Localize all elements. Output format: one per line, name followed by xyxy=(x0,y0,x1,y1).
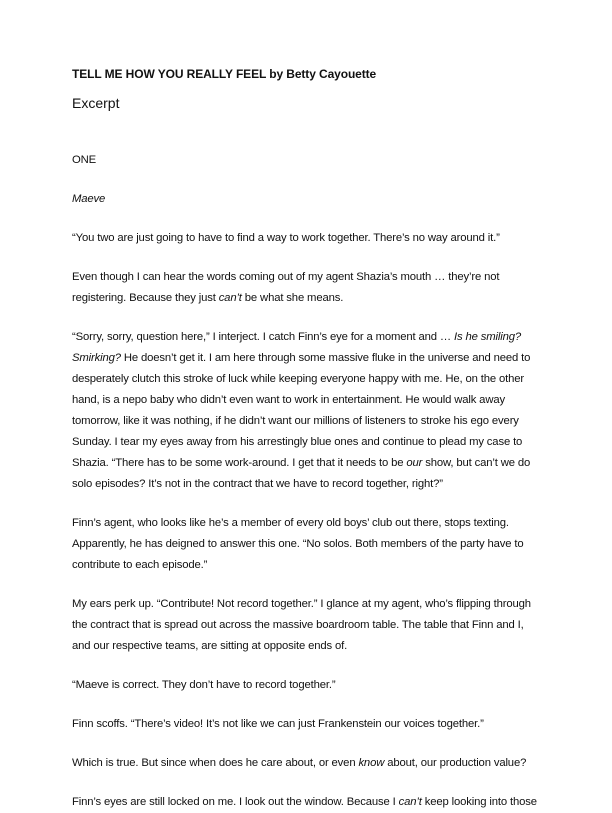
text-segment: Finn’s agent, who looks like he’s a member of every old boys’ club out there, stops texting. Apparently, he has deigned to answer this one. “No solos. Both members of the party have to contribute to each episode.” xyxy=(72,517,524,571)
text-segment: My ears perk up. “Contribute! Not record together.” I glance at my agent, who’s flipping through the contract that is spread out across the massive boardroom table. The table that Finn and I, and our respective teams, are sitting at opposite ends of. xyxy=(72,598,531,652)
chapter-heading: ONE xyxy=(72,154,97,166)
narrator-heading xyxy=(72,189,540,210)
document-subtitle: Excerpt xyxy=(72,95,120,111)
paragraph xyxy=(72,714,540,735)
italic-segment: Is he smiling? Smirking? xyxy=(72,331,521,364)
paragraph xyxy=(72,267,540,309)
paragraph xyxy=(72,228,540,249)
text-segment: “Maeve is correct. They don’t have to record together.” xyxy=(72,679,336,691)
italic-segment: our xyxy=(406,457,423,469)
paragraph xyxy=(72,327,540,495)
paragraph xyxy=(72,675,540,696)
paragraph xyxy=(72,753,540,774)
text-segment: Which is true. But since when does he care about, or even xyxy=(72,757,359,769)
italic-segment: can’t xyxy=(398,796,422,808)
paragraph xyxy=(72,792,540,813)
document-title: TELL ME HOW YOU REALLY FEEL by Betty Cayouette xyxy=(72,67,377,81)
text-segment: Finn scoffs. “There’s video! It’s not like we can just Frankenstein our voices together.” xyxy=(72,718,484,730)
text-segment: “Sorry, sorry, question here,” I interject. I catch Finn’s eye for a moment and … xyxy=(72,331,454,343)
italic-segment: know xyxy=(358,757,385,769)
text-segment: “You two are just going to have to find a way to work together. There’s no way around it.” xyxy=(72,232,500,244)
narrator-name: Maeve xyxy=(72,193,106,205)
paragraph xyxy=(72,513,540,576)
text-segment: Finn’s eyes are still locked on me. I look out the window. Because I xyxy=(72,796,399,808)
text-segment: Even though I can hear the words coming out of my agent Shazia’s mouth … they’re not registering. Because they just xyxy=(72,271,500,304)
text-segment: be what she means. xyxy=(241,292,344,304)
text-segment: keep looking into those xyxy=(421,796,537,808)
text-segment: about, our production value? xyxy=(384,757,527,769)
text-segment: show, but can’t we do solo episodes? It’s not in the contract that we have to record together, right?” xyxy=(72,457,531,490)
italic-segment: can’t xyxy=(218,292,242,304)
paragraph xyxy=(72,594,540,657)
text-segment: He doesn’t get it. I am here through some massive fluke in the universe and need to desperately clutch this stroke of luck while keeping everyone happy with me. He, on the other hand, is a nepo baby who didn’t even want to work in entertainment. He would walk away tomorrow, like it was nothing, if he didn’t want our millions of listeners to stroke his ego every Sunday. I tear my eyes away from his arrestingly blue ones and continue to plead my case to Shazia. “There has to be some work-around. I get that it needs to be xyxy=(72,352,531,469)
document-page xyxy=(72,66,540,813)
